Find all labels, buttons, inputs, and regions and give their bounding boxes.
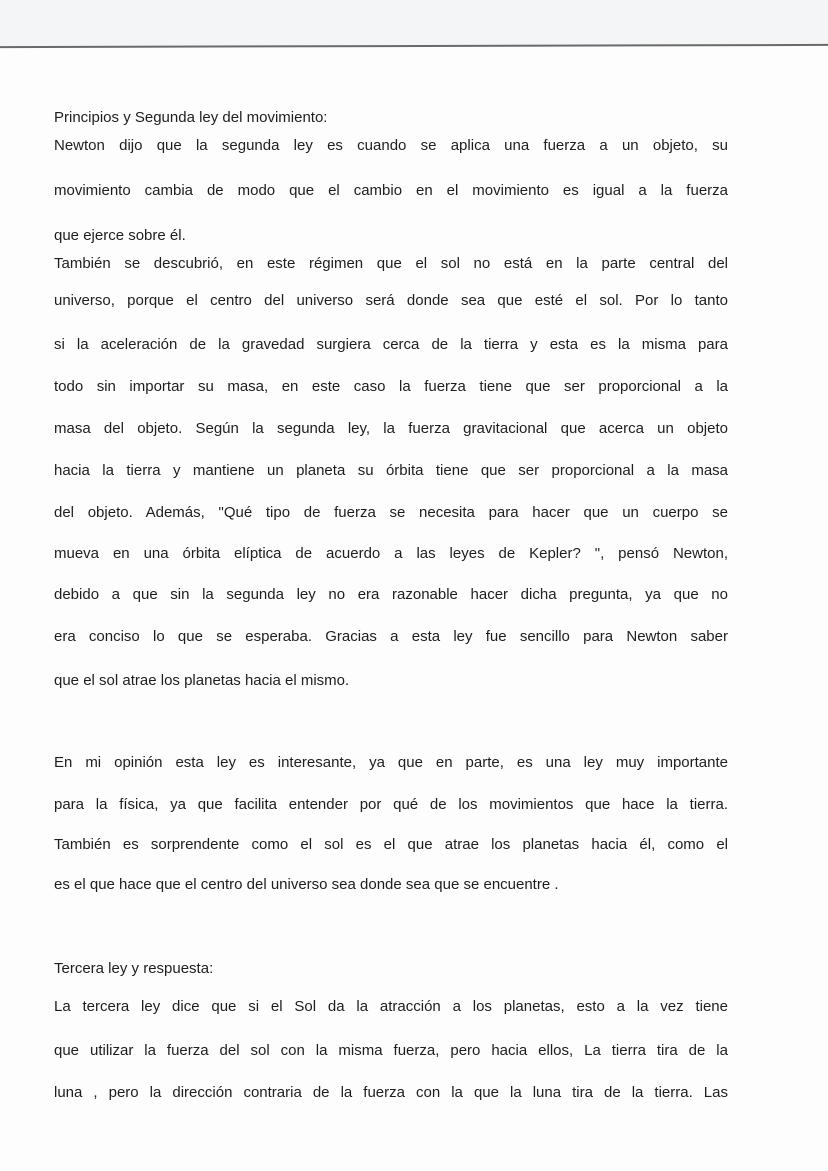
paragraph-line: La tercera ley dice que si el Sol da la atracción a los planetas, esto a la vez tiene <box>54 998 728 1015</box>
paragraph-line: es el que hace que el centro del universo sea donde sea que se encuentre . <box>54 876 559 893</box>
paragraph-line: También es sorprendente como el sol es el que atrae los planetas hacia él, como el <box>54 836 728 853</box>
paragraph-line: que el sol atrae los planetas hacia el mismo. <box>54 672 350 689</box>
paragraph-line: hacia la tierra y mantiene un planeta su órbita tiene que ser proporcional a la masa <box>54 462 728 479</box>
paragraph-line: que ejerce sobre él. <box>54 227 186 244</box>
paragraph-line: Newton dijo que la segunda ley es cuando se aplica una fuerza a un objeto, su <box>54 137 728 154</box>
paragraph-line: movimiento cambia de modo que el cambio en el movimiento es igual a la fuerza <box>54 182 728 199</box>
paragraph-line: que utilizar la fuerza del sol con la misma fuerza, pero hacia ellos, La tierra tira de la <box>54 1042 728 1059</box>
paragraph-line: mueva en una órbita elíptica de acuerdo a las leyes de Kepler? ", pensó Newton, <box>54 545 728 562</box>
paragraph-line: si la aceleración de la gravedad surgiera cerca de la tierra y esta es la misma para <box>54 336 728 353</box>
paragraph-line: debido a que sin la segunda ley no era razonable hacer dicha pregunta, ya que no <box>54 586 728 603</box>
paragraph-line: En mi opinión esta ley es interesante, ya que en parte, es una ley muy importante <box>54 754 728 771</box>
section-heading-tercera-ley: Tercera ley y respuesta: <box>54 960 214 977</box>
paragraph-line: luna , pero la dirección contraria de la fuerza con la que la luna tira de la tierra. Las <box>54 1084 728 1101</box>
paragraph-line: universo, porque el centro del universo será donde sea que esté el sol. Por lo tanto <box>54 292 728 309</box>
paragraph-line: era conciso lo que se esperaba. Gracias a esta ley fue sencillo para Newton saber <box>54 628 728 645</box>
section-heading-segunda-ley: Principios y Segunda ley del movimiento: <box>54 109 328 126</box>
paragraph-line: para la física, ya que facilita entender por qué de los movimientos que hace la tierra. <box>54 796 728 813</box>
paragraph-line: masa del objeto. Según la segunda ley, la fuerza gravitacional que acerca un objeto <box>54 420 728 437</box>
paragraph-line: También se descubrió, en este régimen que el sol no está en la parte central del <box>54 255 728 272</box>
page-top-background <box>0 0 828 46</box>
paragraph-line: todo sin importar su masa, en este caso la fuerza tiene que ser proporcional a la <box>54 378 728 395</box>
paragraph-line: del objeto. Además, "Qué tipo de fuerza se necesita para hacer que un cuerpo se <box>54 504 728 521</box>
